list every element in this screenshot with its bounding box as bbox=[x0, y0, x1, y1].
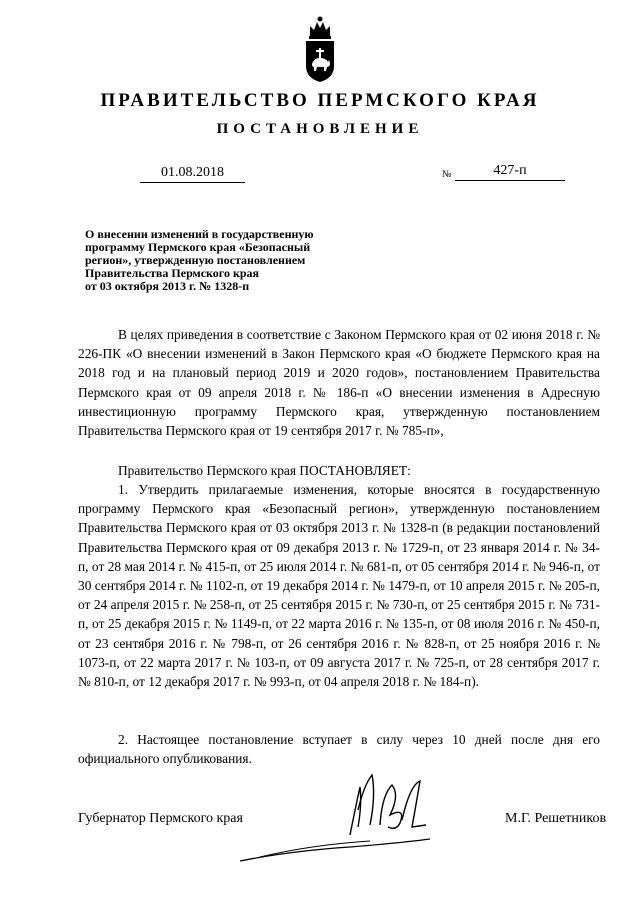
document-date: 01.08.2018 bbox=[140, 165, 245, 183]
document-number: 427-п bbox=[455, 163, 565, 181]
coat-of-arms-icon bbox=[302, 14, 338, 84]
document-subject: О внесении изменений в государственную программу Пермского края «Безопасный регион», утвержденную постановлением Правительства Пермского края от 03 октября 2013 г. № 1328-п bbox=[85, 227, 314, 293]
handwritten-signature bbox=[230, 765, 460, 875]
item-1-paragraph: 1. Утвердить прилагаемые изменения, которые вносятся в государственную программу Пермского края «Безопасный регион», утвержденную постановлением Правительства Пермского края от 03 октября 2013 г. № 1328-п (в редакции постановлений Правительства Пермского края от 09 декабря 2013 г. № 1729-п, от 23 января 2014 г. № 34-п, от 28 мая 2014 г. № 415-п, от 25 июля 2014 г. № 681-п, от 05 сентября 2014 г. № 946-п, от 30 сентября 2014 г. № 1102-п, от 19 декабря 2014 г. № 1479-п, от 10 апреля 2015 г. № 205-п, от 24 апреля 2015 г. № 258-п, от 25 сентября 2015 г. № 730-п, от 25 сентября 2015 г. № 731-п, от 25 декабря 2015 г. № 1149-п, от 22 марта 2016 г. № 135-п, от 08 июля 2016 г. № 450-п, от 23 сентября 2016 г. № 798-п, от 26 сентября 2016 г. № 828-п, от 25 ноября 2016 г. № 1073-п, от 22 марта 2017 г. № 103-п, от 09 августа 2017 г. № 725-п, от 28 сентября 2017 г. № 810-п, от 12 декабря 2017 г. № 993-п, от 04 апреля 2018 г. № 184-п). bbox=[78, 482, 600, 690]
document-type: ПОСТАНОВЛЕНИЕ bbox=[216, 121, 424, 137]
resolution-paragraph: Правительство Пермского края ПОСТАНОВЛЯЕТ: bbox=[118, 463, 411, 478]
preamble-paragraph: В целях приведения в соответствие с Законом Пермского края от 02 июня 2018 г. № 226-ПК «О внесении изменений в Закон Пермского края «О бюджете Пермского края на 2018 год и на плановый период 2019 и 2020 годов», постановлением Правительства Пермского края от 09 апреля 2018 г. № 186-п «О внесении изменения в Адресную инвестиционную программу Пермского края, утвержденную постановлением Правительства Пермского края от 19 сентября 2017 г. № 785-п», bbox=[78, 327, 600, 439]
organization-title: ПРАВИТЕЛЬСТВО ПЕРМСКОГО КРАЯ bbox=[100, 90, 540, 111]
number-sign: № bbox=[442, 169, 452, 180]
item-2-paragraph: 2. Настоящее постановление вступает в силу через 10 дней после дня его официального опубликования. bbox=[78, 732, 600, 767]
signer-name: М.Г. Решетников bbox=[505, 811, 607, 826]
signer-title: Губернатор Пермского края bbox=[78, 811, 243, 826]
